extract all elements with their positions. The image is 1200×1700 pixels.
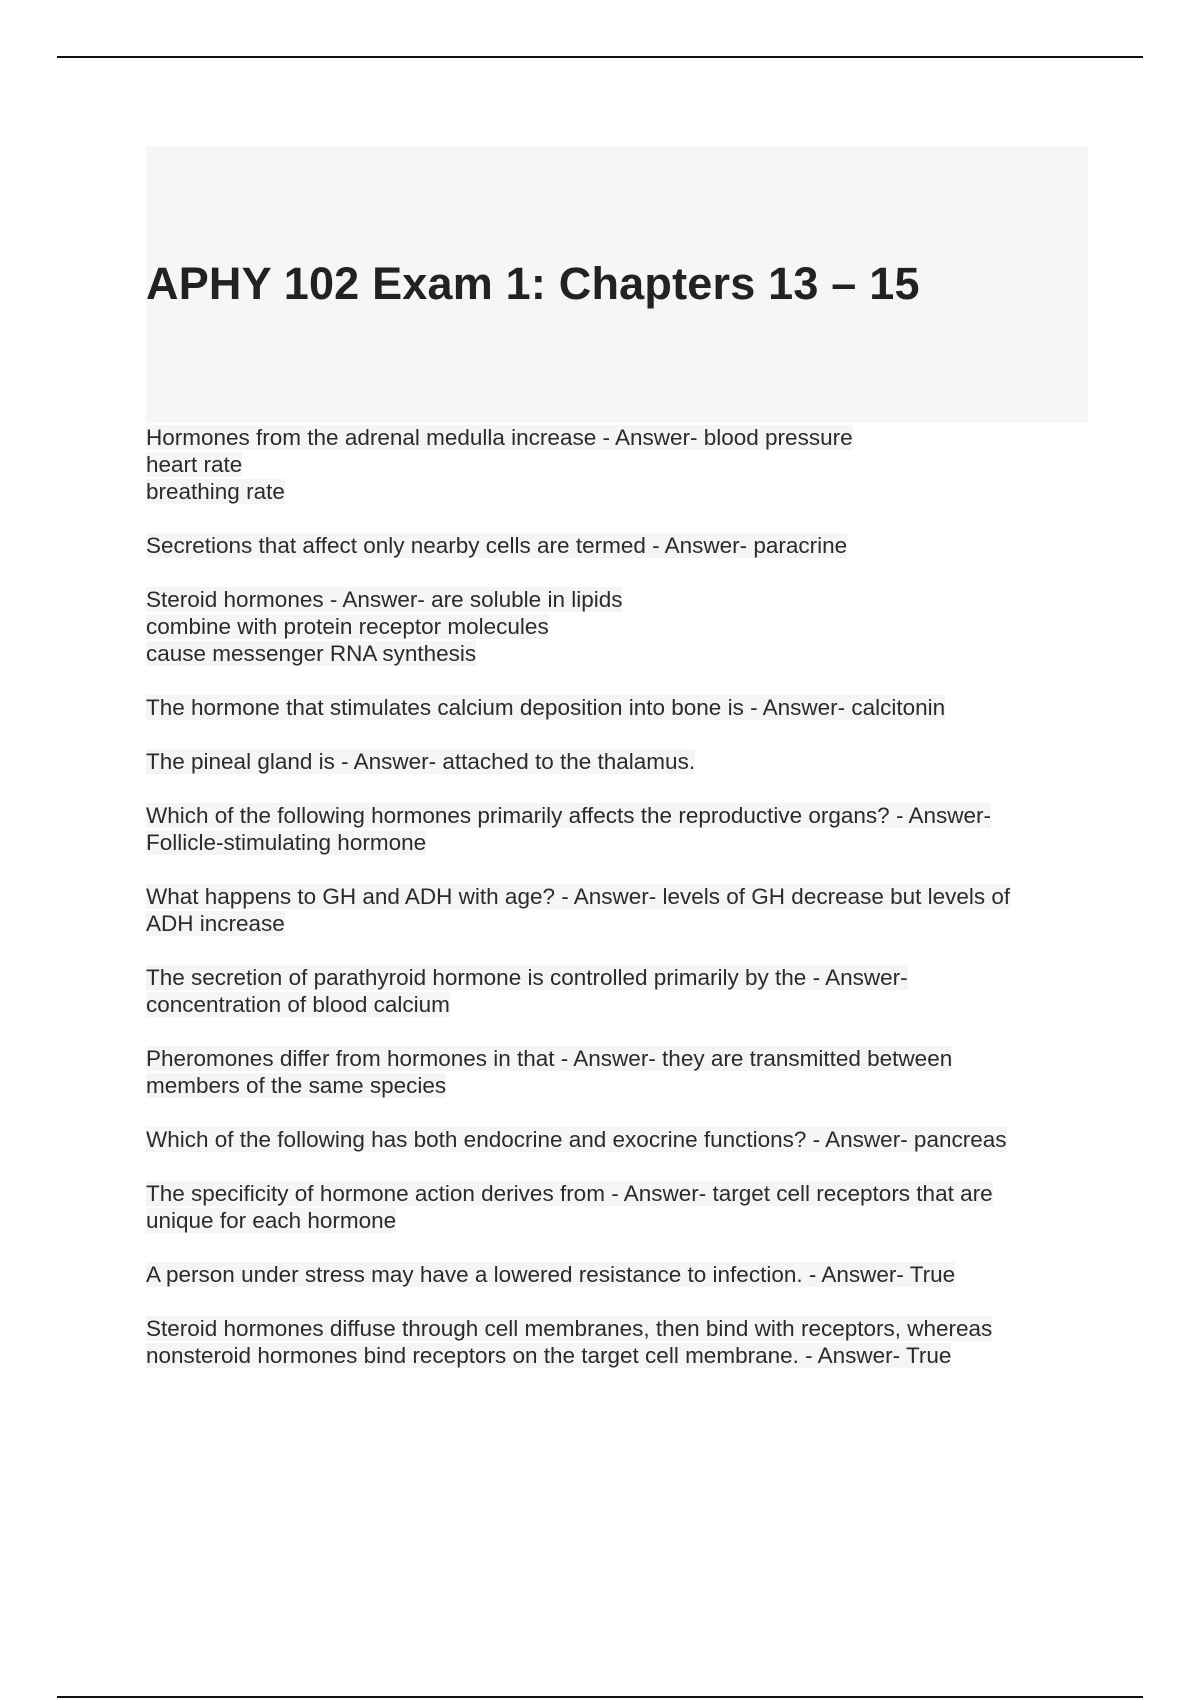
qa-line: concentration of blood calcium [146, 992, 450, 1017]
qa-entry [146, 802, 1088, 856]
qa-entry [146, 532, 1088, 559]
qa-entry [146, 586, 1088, 667]
qa-line: What happens to GH and ADH with age? - Answer- levels of GH decrease but levels of [146, 884, 1011, 909]
qa-line: A person under stress may have a lowered resistance to infection. - Answer- True [146, 1262, 956, 1287]
qa-line: unique for each hormone [146, 1208, 397, 1233]
qa-entry [146, 694, 1088, 721]
qa-entry [146, 748, 1088, 775]
qa-line: cause messenger RNA synthesis [146, 641, 477, 666]
qa-entry [146, 1261, 1088, 1288]
qa-line: combine with protein receptor molecules [146, 614, 549, 639]
qa-line: Hormones from the adrenal medulla increase - Answer- blood pressure [146, 425, 853, 450]
qa-entry [146, 883, 1088, 937]
qa-line: Steroid hormones - Answer- are soluble in lipids [146, 587, 623, 612]
bottom-rule [57, 1696, 1143, 1698]
qa-line: members of the same species [146, 1073, 447, 1098]
qa-line: breathing rate [146, 479, 285, 504]
qa-line: The specificity of hormone action derives from - Answer- target cell receptors that are [146, 1181, 993, 1206]
qa-line: Steroid hormones diffuse through cell membranes, then bind with receptors, whereas [146, 1316, 993, 1341]
qa-line: Follicle-stimulating hormone [146, 830, 427, 855]
qa-line: Which of the following hormones primarily affects the reproductive organs? - Answer- [146, 803, 991, 828]
document-title: APHY 102 Exam 1: Chapters 13 – 15 [146, 258, 920, 309]
qa-line: Which of the following has both endocrine and exocrine functions? - Answer- pancreas [146, 1127, 1007, 1152]
qa-line: Pheromones differ from hormones in that - Answer- they are transmitted between [146, 1046, 953, 1071]
top-rule [57, 56, 1143, 58]
qa-line: The secretion of parathyroid hormone is controlled primarily by the - Answer- [146, 965, 908, 990]
qa-line: The pineal gland is - Answer- attached to the thalamus. [146, 749, 696, 774]
qa-line: The hormone that stimulates calcium deposition into bone is - Answer- calcitonin [146, 695, 946, 720]
qa-entry [146, 424, 1088, 505]
qa-entry [146, 1045, 1088, 1099]
title-block [146, 146, 1088, 423]
qa-line: nonsteroid hormones bind receptors on the target cell membrane. - Answer- True [146, 1343, 952, 1368]
qa-line: Secretions that affect only nearby cells are termed - Answer- paracrine [146, 533, 848, 558]
qa-list [146, 424, 1088, 1396]
qa-line: heart rate [146, 452, 243, 477]
qa-entry [146, 1315, 1088, 1369]
qa-entry [146, 1180, 1088, 1234]
qa-entry [146, 964, 1088, 1018]
qa-line: ADH increase [146, 911, 285, 936]
qa-entry [146, 1126, 1088, 1153]
